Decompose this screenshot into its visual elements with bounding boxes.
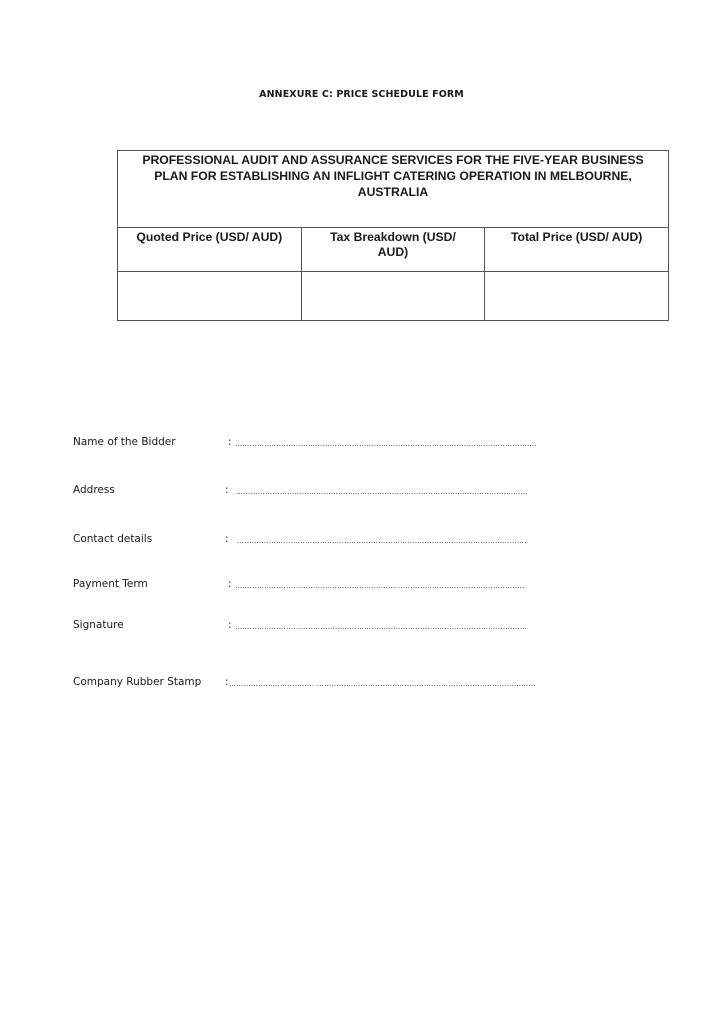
contact-details-field[interactable]: ….……………………………………………………………………………………………………. — [237, 537, 527, 545]
address-row — [73, 484, 673, 500]
field-colon: : — [225, 484, 229, 496]
column-header-tax-breakdown — [301, 228, 485, 272]
tax-breakdown-cell[interactable] — [301, 272, 485, 321]
bidder-name-field[interactable]: ……………………………………………………………………………………………………………. — [235, 440, 537, 448]
payment-term-field[interactable]: ……………………………………………………………………………………………………….. — [235, 582, 525, 590]
contact-details-row — [73, 533, 673, 549]
table-title-cell — [118, 151, 669, 228]
field-label: Name of the Bidder — [73, 436, 176, 448]
column-header-label: Tax Breakdown (USD/ AUD) — [330, 230, 456, 259]
total-price-cell[interactable] — [485, 272, 669, 321]
payment-term-row — [73, 578, 673, 594]
field-label: Company Rubber Stamp — [73, 676, 202, 688]
signature-row — [73, 619, 673, 635]
column-header-total-price — [485, 228, 669, 272]
field-colon: : — [225, 676, 229, 688]
field-colon: : — [225, 533, 229, 545]
bidder-name-row — [73, 436, 673, 452]
page-title: ANNEXURE C: PRICE SCHEDULE FORM — [259, 89, 464, 100]
company-stamp-row — [73, 676, 673, 692]
table-header-row — [118, 228, 669, 272]
field-colon: : — [228, 578, 232, 590]
quoted-price-cell[interactable] — [118, 272, 302, 321]
column-header-label: Quoted Price (USD/ AUD) — [136, 230, 283, 244]
field-label: Address — [73, 484, 115, 496]
table-title: PROFESSIONAL AUDIT AND ASSURANCE SERVICES FOR THE FIVE-YEAR BUSINESS PLAN FOR ESTABLISHING AN INFLIGHT CATERING OPERATION IN MELBOURNE, AUSTRALIA — [142, 153, 644, 199]
column-header-quoted-price — [118, 228, 302, 272]
address-field[interactable]: ………………………………………………………………………………………………………… — [236, 488, 528, 496]
company-stamp-field[interactable]: …………………………….. ……………………………………………………………………………… — [229, 680, 536, 688]
column-header-label: Total Price (USD/ AUD) — [510, 230, 643, 244]
field-label: Contact details — [73, 533, 153, 545]
field-colon: : — [228, 619, 232, 631]
price-schedule-table — [117, 150, 669, 321]
field-label: Payment Term — [73, 578, 148, 590]
table-row — [118, 272, 669, 321]
field-colon: : — [228, 436, 232, 448]
signature-field[interactable]: …………………………..……………………………………………………………………………. — [235, 623, 528, 631]
table-title-row — [118, 151, 669, 228]
field-label: Signature — [73, 619, 124, 631]
